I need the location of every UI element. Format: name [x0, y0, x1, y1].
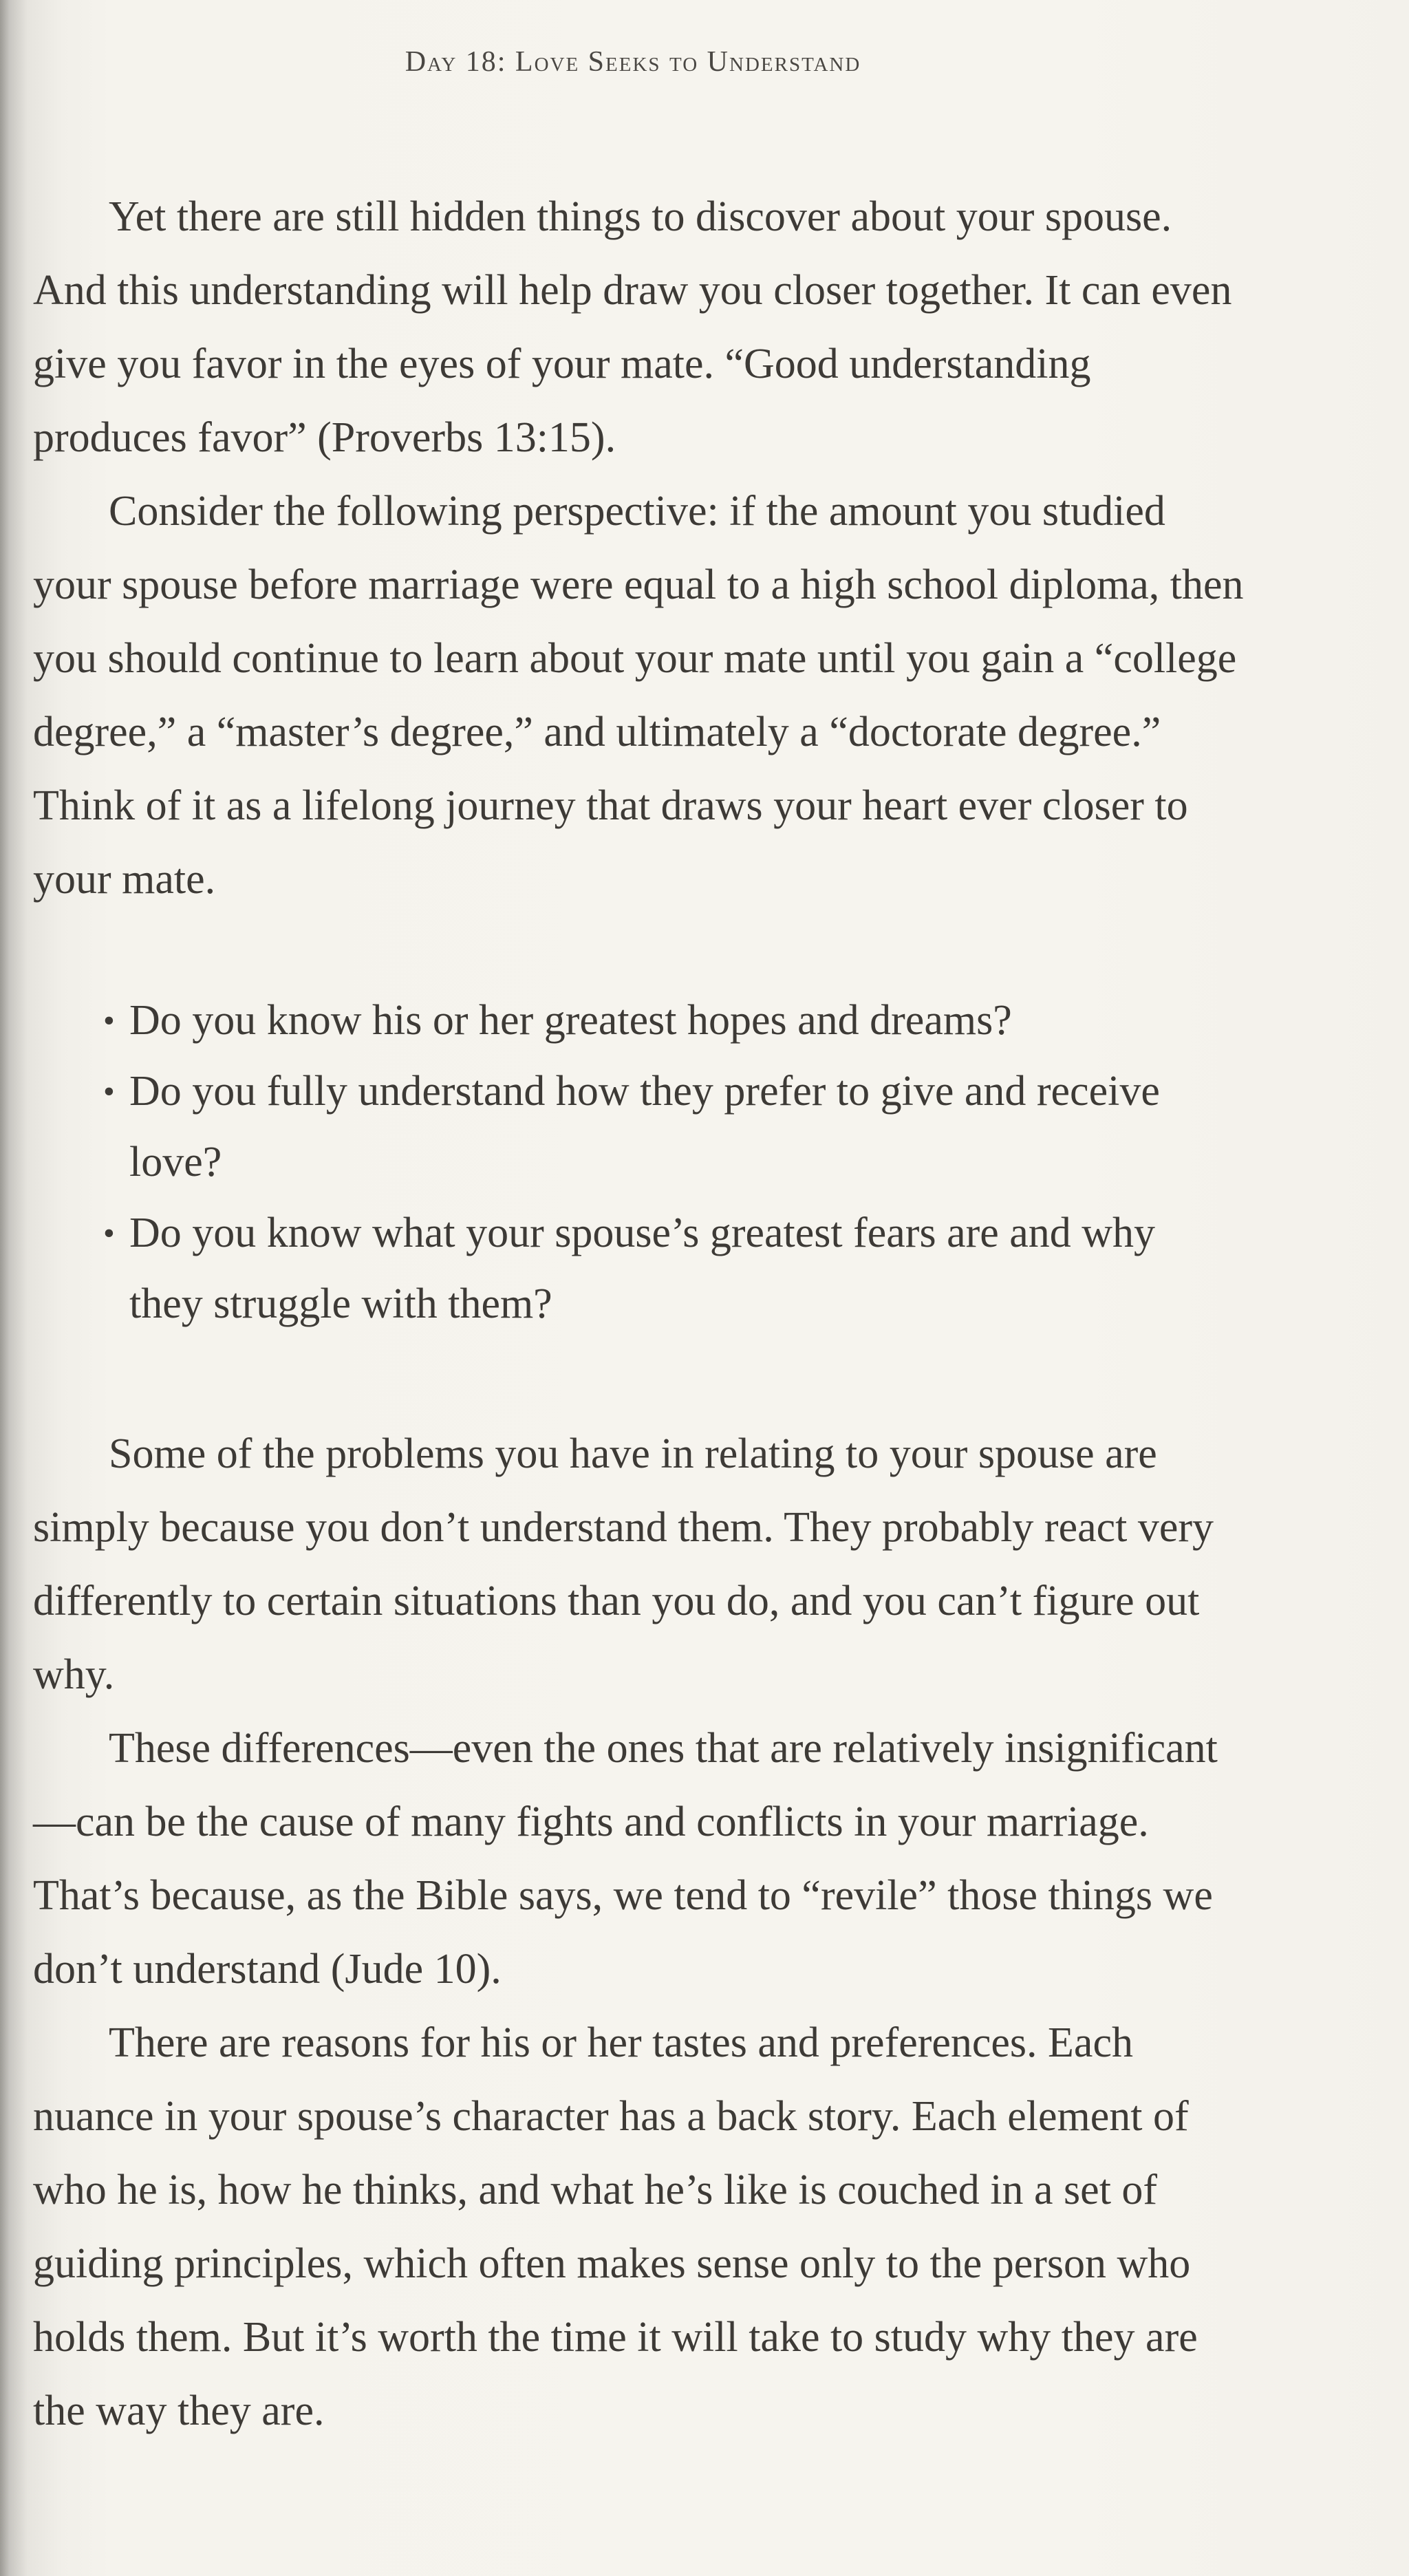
paragraph: Consider the following perspective: if the amount you studied your spouse before marriage were equal to a high school diploma, then you should continue to learn about your mate until you gain a “college degree,” a “master’s degree,” and ultimately a “doctorate degree.” Think of it as a lifelong journey that draws your heart ever closer to your mate. — [33, 488, 1244, 903]
question-list — [103, 985, 1231, 1340]
paragraph: Yet there are still hidden things to discover about your spouse. And this understanding will help draw you closer together. It can even give you favor in the eyes of your mate. “Good understanding produces favor” (Proverbs 13:15). — [33, 193, 1232, 461]
text-block-top — [33, 180, 1244, 916]
paragraph: Some of the problems you have in relating to your spouse are simply because you don’t understand them. They probably react very differently to certain situations than you do, and you can’t figure out why. — [33, 1430, 1214, 1698]
running-head: Day 18: Love Seeks to Understand — [405, 46, 861, 78]
question-item: • Do you know what your spouse’s greatest fears are and why they struggle with them? — [103, 1198, 1231, 1340]
paragraph: There are reasons for his or her tastes and preferences. Each nuance in your spouse’s character has a back story. Each element of who he is, how he thinks, and what he’s like is couched in a set of guiding principles, which often makes sense only to the person who holds them. But it’s worth the time it will take to study why they are the way they are. — [33, 2019, 1198, 2434]
paragraph: These differences—even the ones that are relatively insignificant—can be the cause of many fights and conflicts in your marriage. That’s because, as the Bible says, we tend to “revile” those things we don’t understand (Jude 10). — [33, 1725, 1218, 1993]
text-block-bottom — [33, 1417, 1244, 2448]
question-item: • Do you know his or her greatest hopes and dreams? — [103, 985, 1231, 1056]
question-item: • Do you fully understand how they prefer to give and receive love? — [103, 1056, 1231, 1198]
